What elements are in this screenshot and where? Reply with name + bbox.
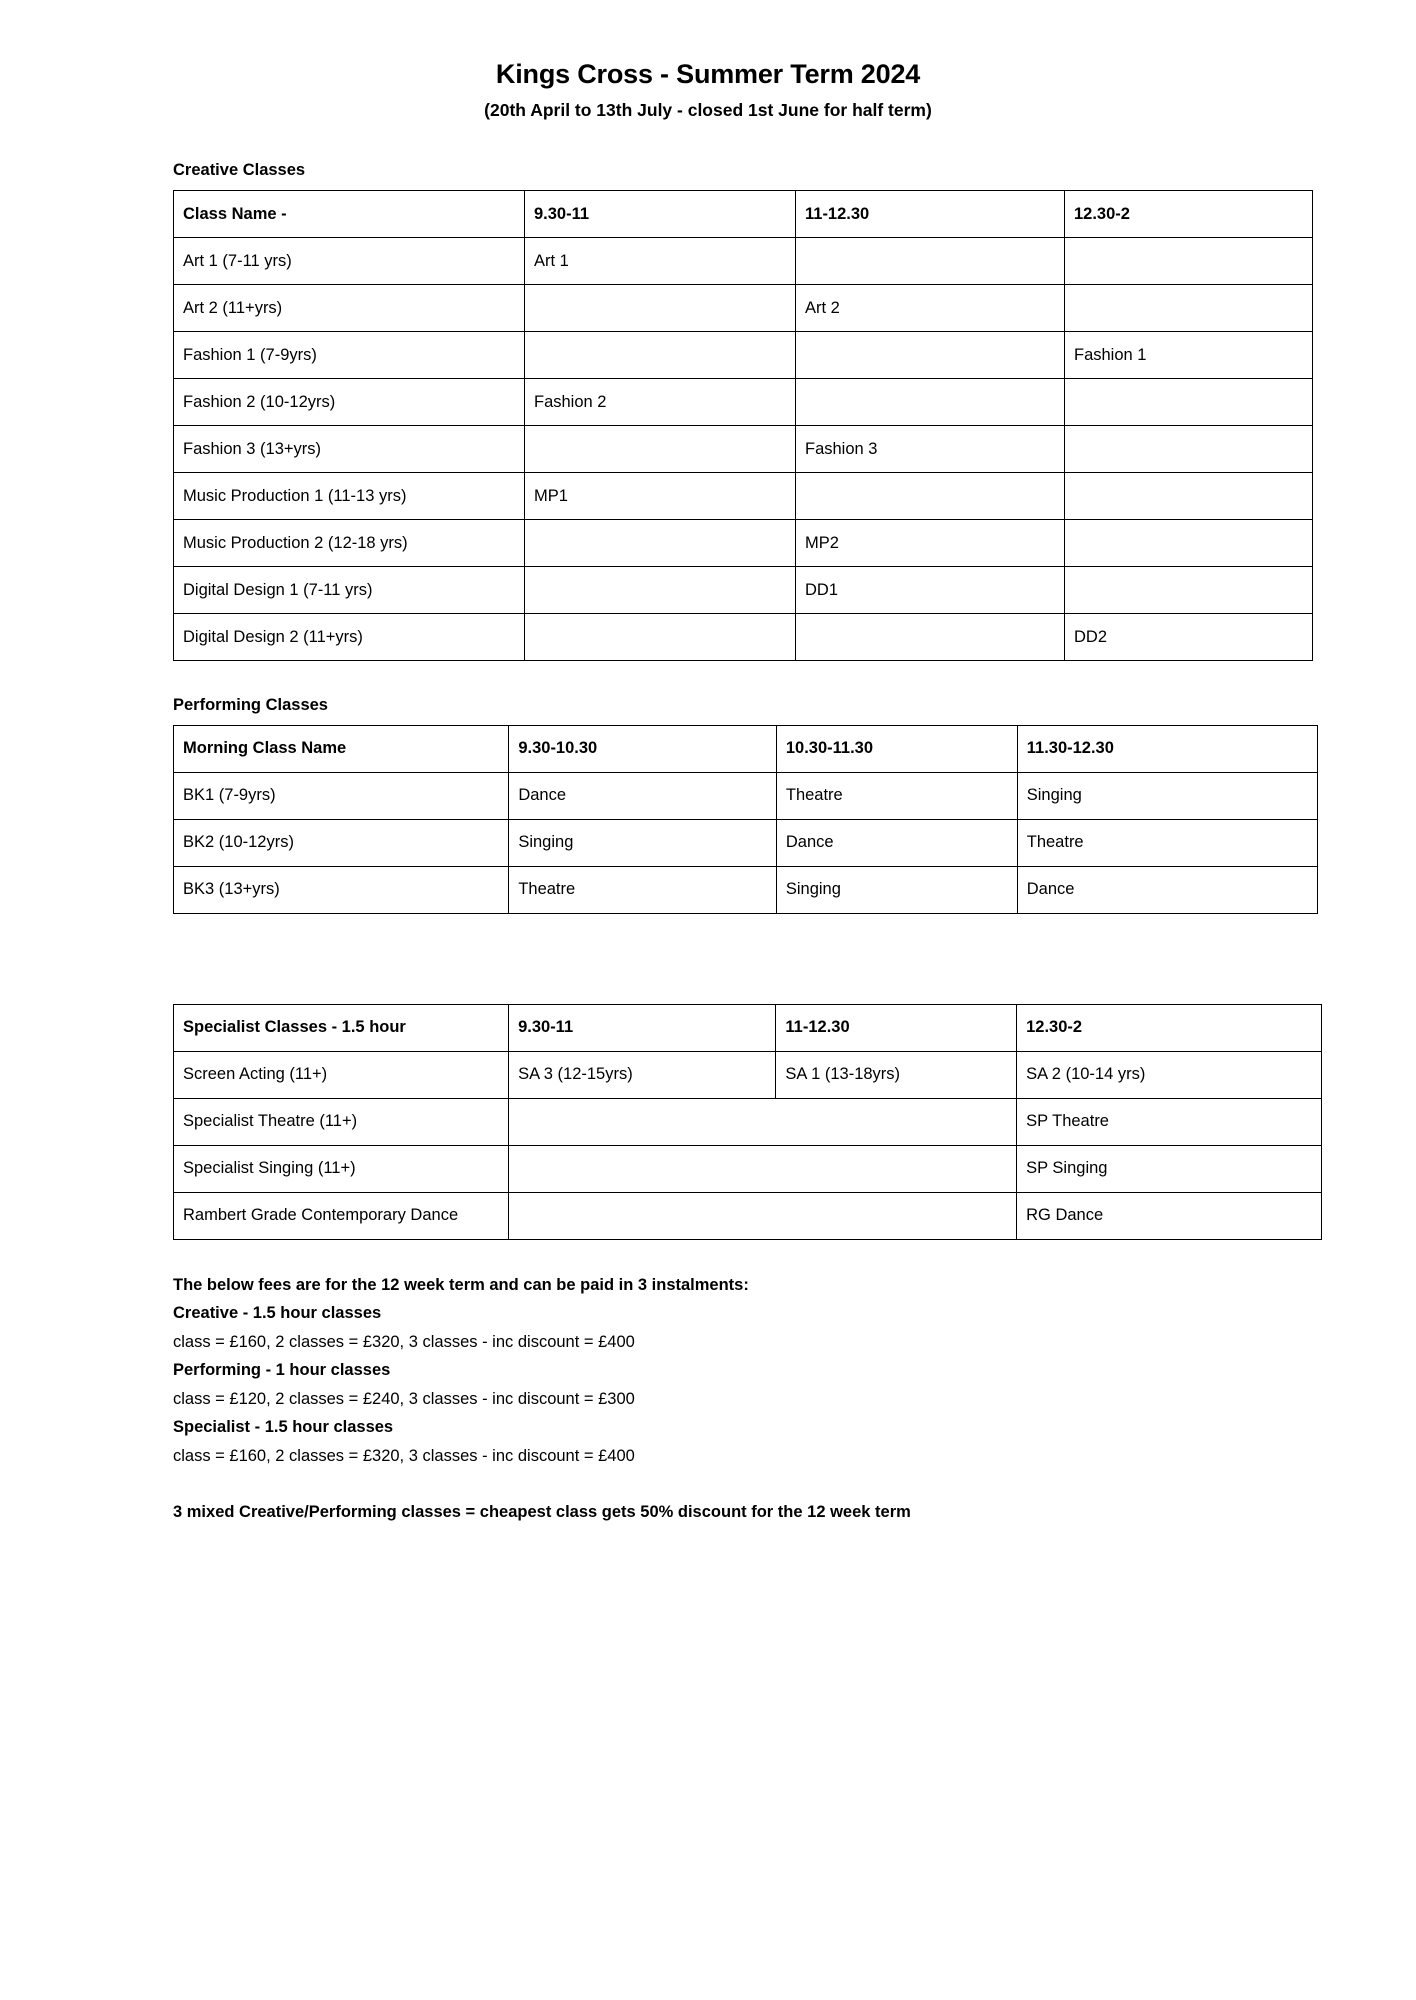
table-row [174,520,1313,567]
column-header-slot-2: 11-12.30 [796,191,1065,238]
table-row [174,473,1313,520]
fees-mixed-note: 3 mixed Creative/Performing classes = cheapest class gets 50% discount for the 12 week term [173,1503,911,1522]
slot-3-cell: Dance [1017,866,1317,913]
column-header-slot-2: 10.30-11.30 [776,725,1017,772]
slot-1-cell: Singing [509,819,777,866]
class-name-cell: BK3 (13+yrs) [174,866,509,913]
column-header-class-name: Class Name - [174,191,525,238]
slot-2-cell: Singing [776,866,1017,913]
specialist-classes-table [173,1004,1322,1240]
class-name-cell: Rambert Grade Contemporary Dance [174,1192,509,1239]
class-name-cell: Art 1 (7-11 yrs) [174,238,525,285]
class-name-cell: Fashion 2 (10-12yrs) [174,379,525,426]
slot-3-cell: Fashion 1 [1065,332,1313,379]
fees-block [173,1271,1323,1527]
fees-creative-detail: class = £160, 2 classes = £320, 3 classes - inc discount = £400 [173,1332,635,1351]
class-name-cell: BK1 (7-9yrs) [174,772,509,819]
performing-classes-table [173,725,1318,914]
column-header-slot-2: 11-12.30 [776,1004,1017,1051]
table-row [174,614,1313,661]
slot-1-cell [525,332,796,379]
table-row [174,1192,1322,1239]
class-name-cell: Specialist Theatre (11+) [174,1098,509,1145]
slot-1-cell: SA 3 (12-15yrs) [509,1051,776,1098]
table-header-row [174,1004,1322,1051]
slot-3-cell [1065,285,1313,332]
column-header-slot-1: 9.30-10.30 [509,725,777,772]
table-row [174,772,1318,819]
creative-classes-table [173,190,1313,661]
slot-1-cell: MP1 [525,473,796,520]
slot-1-cell: Fashion 2 [525,379,796,426]
merged-slot-cell [509,1098,1017,1145]
slot-1-cell [525,567,796,614]
slot-3-cell: Theatre [1017,819,1317,866]
slot-1-cell [525,426,796,473]
slot-3-cell: RG Dance [1017,1192,1322,1239]
class-name-cell: BK2 (10-12yrs) [174,819,509,866]
slot-2-cell: MP2 [796,520,1065,567]
table-row [174,379,1313,426]
column-header-slot-1: 9.30-11 [525,191,796,238]
slot-1-cell: Art 1 [525,238,796,285]
slot-1-cell [525,614,796,661]
class-name-cell: Fashion 1 (7-9yrs) [174,332,525,379]
table-row [174,1145,1322,1192]
slot-2-cell [796,379,1065,426]
column-header-slot-3: 12.30-2 [1017,1004,1322,1051]
merged-slot-cell [509,1145,1017,1192]
slot-1-cell [525,520,796,567]
slot-2-cell: Art 2 [796,285,1065,332]
slot-2-cell [796,238,1065,285]
table-row [174,426,1313,473]
slot-2-cell: Theatre [776,772,1017,819]
page-subtitle: (20th April to 13th July - closed 1st June for half term) [484,100,932,121]
column-header-slot-3: 12.30-2 [1065,191,1313,238]
slot-2-cell: Dance [776,819,1017,866]
table-row [174,819,1318,866]
slot-2-cell: SA 1 (13-18yrs) [776,1051,1017,1098]
slot-3-cell: SP Theatre [1017,1098,1322,1145]
creative-classes-label: Creative Classes [173,161,306,180]
slot-2-cell [796,614,1065,661]
class-name-cell: Art 2 (11+yrs) [174,285,525,332]
table-row [174,866,1318,913]
column-header-slot-1: 9.30-11 [509,1004,776,1051]
class-name-cell: Screen Acting (11+) [174,1051,509,1098]
fees-performing-heading: Performing - 1 hour classes [173,1361,391,1380]
class-name-cell: Music Production 1 (11-13 yrs) [174,473,525,520]
column-header-slot-3: 11.30-12.30 [1017,725,1317,772]
slot-1-cell: Theatre [509,866,777,913]
fees-intro: The below fees are for the 12 week term and can be paid in 3 instalments: [173,1275,749,1294]
class-name-cell: Digital Design 1 (7-11 yrs) [174,567,525,614]
slot-3-cell: DD2 [1065,614,1313,661]
slot-3-cell: SP Singing [1017,1145,1322,1192]
class-name-cell: Specialist Singing (11+) [174,1145,509,1192]
table-header-row [174,725,1318,772]
column-header-class-name: Specialist Classes - 1.5 hour [174,1004,509,1051]
table-row [174,567,1313,614]
document-body [173,121,1323,1526]
slot-3-cell [1065,238,1313,285]
table-row [174,1051,1322,1098]
slot-2-cell: Fashion 3 [796,426,1065,473]
slot-2-cell: DD1 [796,567,1065,614]
class-name-cell: Digital Design 2 (11+yrs) [174,614,525,661]
table-header-row [174,191,1313,238]
slot-1-cell [525,285,796,332]
fees-specialist-heading: Specialist - 1.5 hour classes [173,1418,394,1437]
merged-slot-cell [509,1192,1017,1239]
column-header-class-name: Morning Class Name [174,725,509,772]
fees-creative-heading: Creative - 1.5 hour classes [173,1304,382,1323]
table-row [174,332,1313,379]
slot-2-cell [796,332,1065,379]
slot-1-cell: Dance [509,772,777,819]
table-row [174,1098,1322,1145]
performing-classes-label: Performing Classes [173,696,328,715]
title-block [0,0,1416,121]
page-title: Kings Cross - Summer Term 2024 [495,59,921,89]
slot-2-cell [796,473,1065,520]
slot-3-cell [1065,520,1313,567]
table-row [174,285,1313,332]
fees-specialist-detail: class = £160, 2 classes = £320, 3 classes - inc discount = £400 [173,1446,635,1465]
class-name-cell: Fashion 3 (13+yrs) [174,426,525,473]
table-row [174,238,1313,285]
slot-3-cell [1065,426,1313,473]
slot-3-cell: Singing [1017,772,1317,819]
class-name-cell: Music Production 2 (12-18 yrs) [174,520,525,567]
slot-3-cell: SA 2 (10-14 yrs) [1017,1051,1322,1098]
fees-performing-detail: class = £120, 2 classes = £240, 3 classes - inc discount = £300 [173,1389,635,1408]
slot-3-cell [1065,473,1313,520]
slot-3-cell [1065,567,1313,614]
slot-3-cell [1065,379,1313,426]
